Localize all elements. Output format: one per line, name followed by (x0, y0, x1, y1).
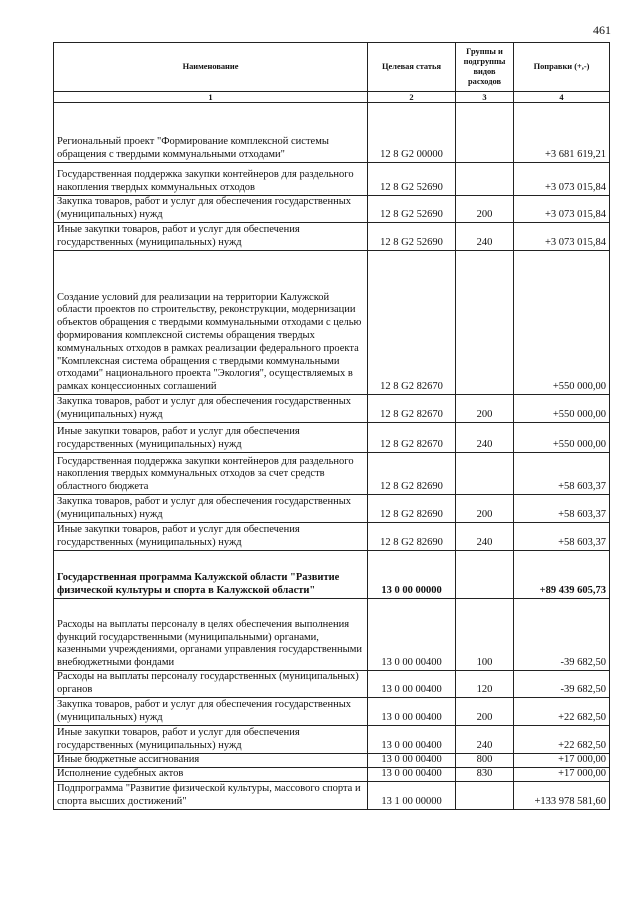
table-row (54, 495, 610, 523)
table-row (54, 726, 610, 754)
row-name: Государственная поддержка закупки контейнеров для раздельного накопления твердых коммунальных отходов за счет средств областного бюджета (54, 453, 368, 495)
table-row (54, 782, 610, 810)
table-row (54, 453, 610, 495)
table-row (54, 698, 610, 726)
row-amendment-amount: +58 603,37 (514, 523, 610, 551)
table-header-row (54, 43, 610, 92)
row-name: Иные закупки товаров, работ и услуг для обеспечения государственных (муниципальных) нужд (54, 726, 368, 754)
row-expense-group (456, 251, 514, 395)
row-expense-group: 240 (456, 423, 514, 453)
row-expense-group: 240 (456, 523, 514, 551)
row-amendment-amount: +58 603,37 (514, 495, 610, 523)
row-name: Государственная программа Калужской области "Развитие физической культуры и спорта в Калужской области" (54, 551, 368, 599)
row-expense-group (456, 163, 514, 196)
row-name: Расходы на выплаты персоналу в целях обеспечения выполнения функций государственными (муниципальными) органами, казенными учреждениями, органами управления государственными внебюджетными фондами (54, 599, 368, 671)
table-row (54, 223, 610, 251)
row-target-article: 12 8 G2 82690 (368, 495, 456, 523)
row-expense-group: 120 (456, 671, 514, 698)
table-row (54, 754, 610, 768)
row-expense-group (456, 551, 514, 599)
row-target-article: 13 0 00 00400 (368, 768, 456, 782)
row-amendment-amount: +3 681 619,21 (514, 103, 610, 163)
row-name: Закупка товаров, работ и услуг для обеспечения государственных (муниципальных) нужд (54, 196, 368, 223)
column-number: 4 (514, 92, 610, 103)
row-target-article: 12 8 G2 82670 (368, 423, 456, 453)
column-number: 2 (368, 92, 456, 103)
column-number: 1 (54, 92, 368, 103)
header-amendments: Поправки (+,-) (514, 43, 610, 92)
table-row (54, 196, 610, 223)
budget-amendments-table (53, 42, 610, 810)
table-row (54, 251, 610, 395)
row-expense-group: 100 (456, 599, 514, 671)
column-number: 3 (456, 92, 514, 103)
row-expense-group: 240 (456, 726, 514, 754)
row-expense-group: 200 (456, 395, 514, 423)
row-target-article: 12 8 G2 52690 (368, 196, 456, 223)
row-amendment-amount: +22 682,50 (514, 698, 610, 726)
page-number: 461 (593, 23, 611, 37)
row-name: Закупка товаров, работ и услуг для обеспечения государственных (муниципальных) нужд (54, 698, 368, 726)
row-amendment-amount: +3 073 015,84 (514, 223, 610, 251)
row-target-article: 12 8 G2 52690 (368, 163, 456, 196)
row-name: Государственная поддержка закупки контейнеров для раздельного накопления твердых коммунальных отходов (54, 163, 368, 196)
table-row (54, 599, 610, 671)
table-row (54, 768, 610, 782)
row-amendment-amount: +3 073 015,84 (514, 163, 610, 196)
table-row (54, 163, 610, 196)
row-target-article: 12 8 G2 52690 (368, 223, 456, 251)
row-name: Подпрограмма "Развитие физической культуры, массового спорта и спорта высших достижений" (54, 782, 368, 810)
row-amendment-amount: +22 682,50 (514, 726, 610, 754)
table-body (54, 103, 610, 810)
table-row (54, 395, 610, 423)
header-expense-groups: Группы и подгруппы видов расходов (456, 43, 514, 92)
table-row (54, 423, 610, 453)
row-amendment-amount: +550 000,00 (514, 423, 610, 453)
row-name: Иные закупки товаров, работ и услуг для обеспечения государственных (муниципальных) нужд (54, 223, 368, 251)
row-name: Региональный проект "Формирование комплексной системы обращения с твердыми коммунальными отходами" (54, 103, 368, 163)
row-target-article: 13 0 00 00400 (368, 698, 456, 726)
row-name: Иные закупки товаров, работ и услуг для обеспечения государственных (муниципальных) нужд (54, 523, 368, 551)
row-expense-group (456, 782, 514, 810)
row-target-article: 13 0 00 00400 (368, 754, 456, 768)
row-amendment-amount: +550 000,00 (514, 251, 610, 395)
row-expense-group: 800 (456, 754, 514, 768)
row-target-article: 12 8 G2 82670 (368, 251, 456, 395)
row-name: Создание условий для реализации на территории Калужской области проектов по строительству, реконструкции, модернизации объектов обращения с твердыми коммунальными отходами с целью формирования комплексной системы обращения твердых коммунальных отходов в рамках реализации федерального проекта "Комплексная система обращения с твердыми коммунальными отходами" национального проекта "Экология", осуществляемых в рамках концессионных соглашений (54, 251, 368, 395)
row-name: Расходы на выплаты персоналу государственных (муниципальных) органов (54, 671, 368, 698)
header-target-article: Целевая статья (368, 43, 456, 92)
column-number-row (54, 92, 610, 103)
row-name: Закупка товаров, работ и услуг для обеспечения государственных (муниципальных) нужд (54, 395, 368, 423)
row-name: Исполнение судебных актов (54, 768, 368, 782)
row-target-article: 13 1 00 00000 (368, 782, 456, 810)
row-expense-group: 200 (456, 196, 514, 223)
row-expense-group: 240 (456, 223, 514, 251)
table-row (54, 523, 610, 551)
row-expense-group (456, 453, 514, 495)
row-amendment-amount: +3 073 015,84 (514, 196, 610, 223)
row-target-article: 12 8 G2 82670 (368, 395, 456, 423)
row-name: Иные закупки товаров, работ и услуг для обеспечения государственных (муниципальных) нужд (54, 423, 368, 453)
row-amendment-amount: -39 682,50 (514, 599, 610, 671)
row-target-article: 13 0 00 00400 (368, 726, 456, 754)
row-amendment-amount: +550 000,00 (514, 395, 610, 423)
row-expense-group: 200 (456, 698, 514, 726)
row-target-article: 12 8 G2 82690 (368, 453, 456, 495)
table-row (54, 551, 610, 599)
row-target-article: 13 0 00 00400 (368, 671, 456, 698)
row-target-article: 12 8 G2 00000 (368, 103, 456, 163)
row-amendment-amount: -39 682,50 (514, 671, 610, 698)
row-target-article: 13 0 00 00400 (368, 599, 456, 671)
row-amendment-amount: +89 439 605,73 (514, 551, 610, 599)
row-amendment-amount: +17 000,00 (514, 768, 610, 782)
row-amendment-amount: +58 603,37 (514, 453, 610, 495)
row-name: Иные бюджетные ассигнования (54, 754, 368, 768)
row-amendment-amount: +133 978 581,60 (514, 782, 610, 810)
row-expense-group: 200 (456, 495, 514, 523)
row-target-article: 12 8 G2 82690 (368, 523, 456, 551)
row-target-article: 13 0 00 00000 (368, 551, 456, 599)
header-name: Наименование (54, 43, 368, 92)
row-expense-group: 830 (456, 768, 514, 782)
table-row (54, 671, 610, 698)
row-expense-group (456, 103, 514, 163)
row-name: Закупка товаров, работ и услуг для обеспечения государственных (муниципальных) нужд (54, 495, 368, 523)
table-row (54, 103, 610, 163)
row-amendment-amount: +17 000,00 (514, 754, 610, 768)
